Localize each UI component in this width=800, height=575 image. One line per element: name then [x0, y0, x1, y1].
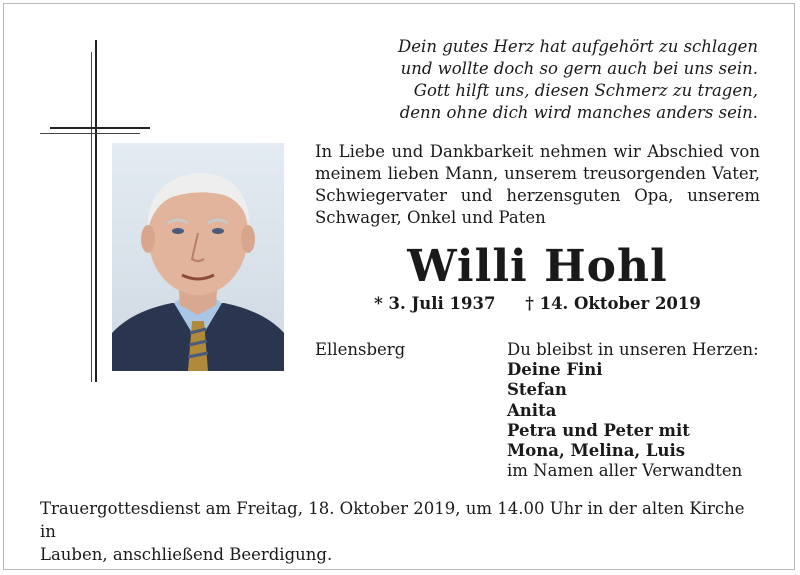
poem-line: denn ohne dich wird manches anders sein. [399, 103, 758, 122]
place: Ellensberg [315, 340, 406, 359]
mourners-footer: im Namen aller Verwandten [507, 461, 743, 481]
mourner-name: Deine Fini [507, 360, 603, 380]
poem-line: Gott hilft uns, diesen Schmerz zu tragen, [413, 81, 758, 100]
birth-date: * 3. Juli 1937 [374, 294, 496, 313]
portrait-photo [112, 143, 284, 371]
intro-line: Schwager, Onkel und Paten [315, 208, 546, 227]
service-line: Lauben, anschließend Beerdigung. [40, 545, 333, 564]
mourner-name: Stefan [507, 380, 567, 400]
intro-line: Schwiegervater und herzensguten Opa, unserem [315, 186, 760, 205]
mourners-block [507, 340, 759, 481]
poem-line: und wollte doch so gern auch bei uns sein. [400, 59, 758, 78]
funeral-service-notice [40, 497, 760, 566]
life-dates [315, 294, 760, 313]
mourners-heading: Du bleibst in unseren Herzen: [507, 340, 759, 359]
mourner-name: Anita [507, 400, 557, 420]
mourner-name: Petra und Peter mit [507, 420, 690, 440]
poem [378, 36, 758, 124]
deceased-name: Willi Hohl [407, 241, 668, 292]
service-line: Trauergottesdienst am Freitag, 18. Oktober 2019, um 14.00 Uhr in der alten Kirche in [40, 499, 745, 541]
mourner-name: Mona, Melina, Luis [507, 441, 686, 461]
intro-text [315, 141, 760, 229]
poem-line: Dein gutes Herz hat aufgehört zu schlagen [398, 37, 758, 56]
death-date: † 14. Oktober 2019 [525, 294, 701, 313]
intro-line: meinem lieben Mann, unserem treusorgenden Vater, [315, 164, 760, 183]
intro-line: In Liebe und Dankbarkeit nehmen wir Abschied von [315, 142, 760, 161]
